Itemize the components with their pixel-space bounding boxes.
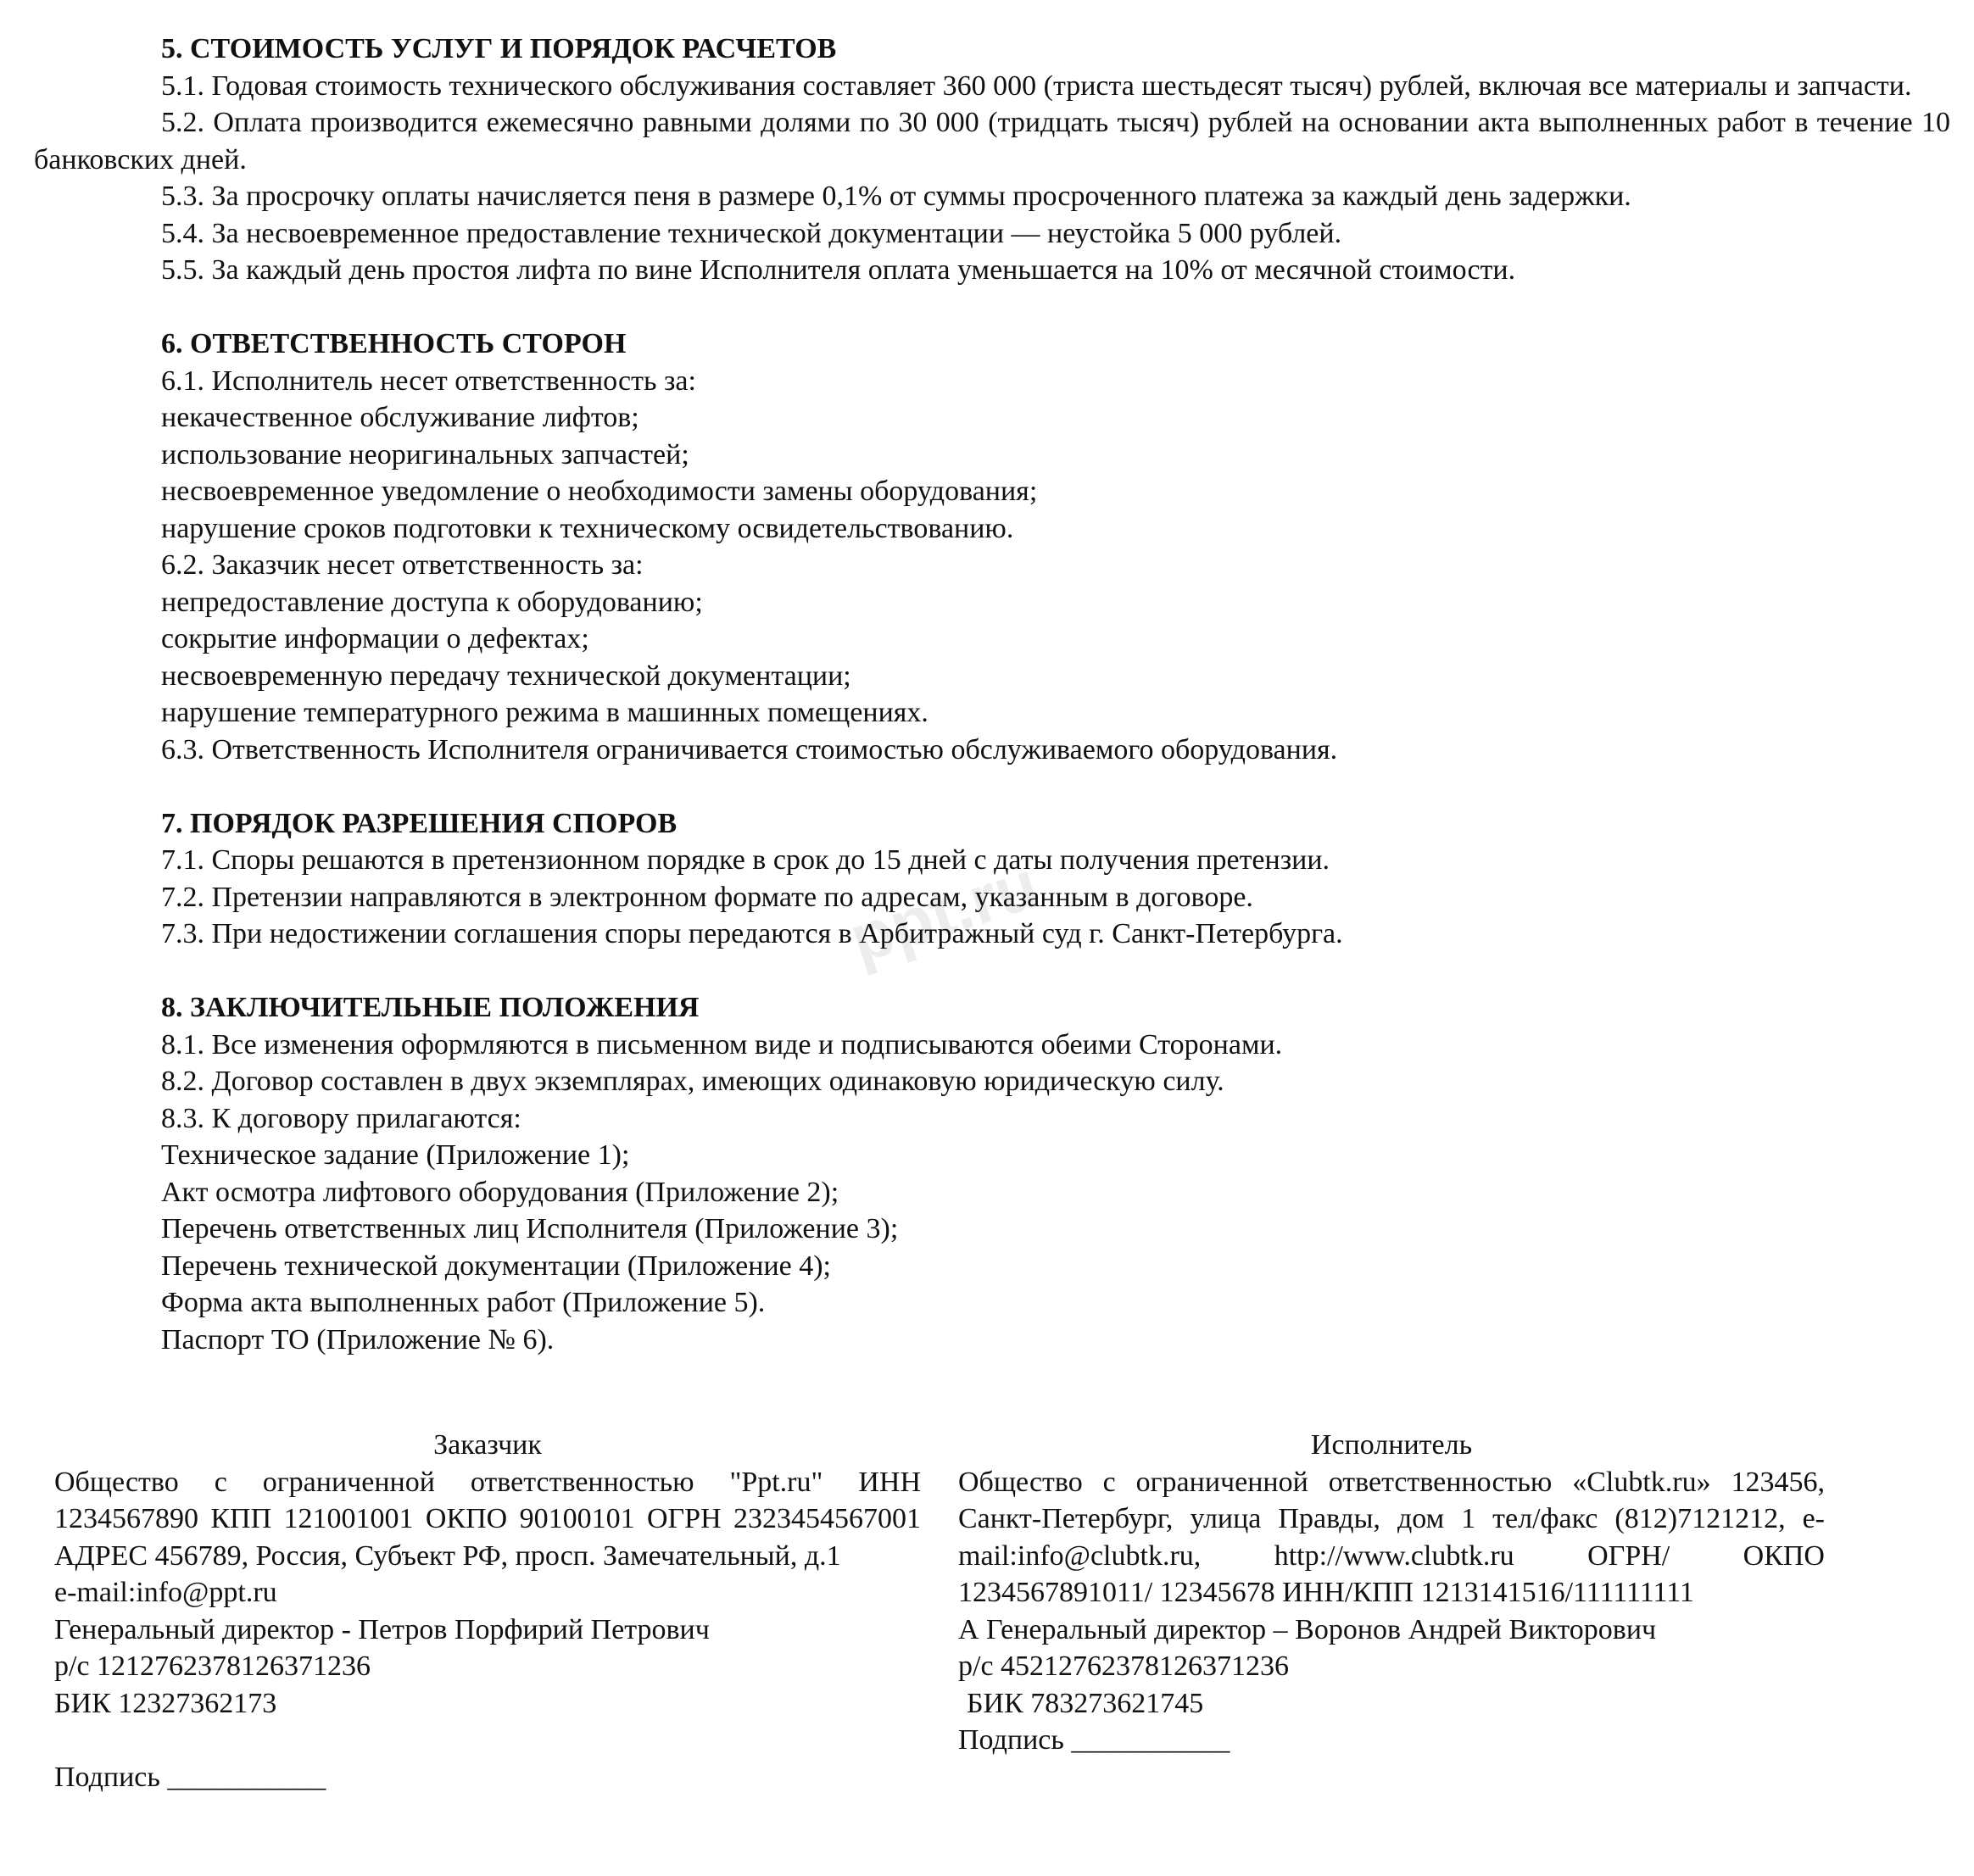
list-item: нарушение температурного режима в машинных помещениях.: [161, 697, 928, 728]
clause-5-4: 5.4. За несвоевременное предоставление технической документации — неустойка 5 000 рублей.: [161, 217, 1342, 249]
contractor-director: А Генеральный директор – Воронов Андрей Викторович: [958, 1613, 1657, 1645]
list-item: несвоевременное уведомление о необходимости замены оборудования;: [161, 476, 1038, 507]
clause-6-3: 6.3. Ответственность Исполнителя ограничивается стоимостью обслуживаемого оборудования.: [161, 733, 1338, 765]
list-item: Техническое задание (Приложение 1);: [161, 1139, 630, 1171]
watermark: ppt.ru: [840, 846, 1047, 977]
list-item: сокрытие информации о дефектах;: [161, 623, 589, 654]
list-item: нарушение сроков подготовки к техническому освидетельствованию.: [161, 512, 1014, 544]
customer-account: р/с 1212762378126371236: [54, 1651, 371, 1682]
customer-title: Заказчик: [433, 1429, 542, 1461]
customer-director: Генеральный директор - Петров Порфирий Петрович: [54, 1613, 710, 1645]
clause-6-2: 6.2. Заказчик несет ответственность за:: [161, 549, 644, 581]
section-8-title: 8. ЗАКЛЮЧИТЕЛЬНЫЕ ПОЛОЖЕНИЯ: [161, 992, 700, 1023]
clause-8-2: 8.2. Договор составлен в двух экземплярах, имеющих одинаковую юридическую силу.: [161, 1066, 1224, 1097]
clause-5-1: 5.1. Годовая стоимость технического обслуживания составляет 360 000 (триста шестьдесят тысяч) рублей, включая все материалы и запчасти.: [161, 70, 1912, 102]
contractor-title: Исполнитель: [1310, 1429, 1473, 1461]
clause-5-5: 5.5. За каждый день простоя лифта по вине Исполнителя оплата уменьшается на 10% от месячной стоимости.: [161, 254, 1516, 286]
list-item: несвоевременную передачу технической документации;: [161, 660, 851, 692]
contractor-details: [958, 1427, 1825, 1759]
clause-6-1: 6.1. Исполнитель несет ответственность за:: [161, 365, 696, 397]
section-6-title: 6. ОТВЕТСТВЕННОСТЬ СТОРОН: [161, 328, 627, 359]
list-item: Перечень ответственных лиц Исполнителя (Приложение 3);: [161, 1213, 899, 1244]
spacer: [54, 1722, 921, 1759]
clause-5-3: 5.3. За просрочку оплаты начисляется пеня в размере 0,1% от суммы просроченного платежа за каждый день задержки.: [161, 181, 1631, 212]
list-item: непредоставление доступа к оборудованию;: [161, 586, 703, 618]
contract-body: [34, 31, 1950, 1358]
spacer: [34, 768, 1950, 805]
section-5-title: 5. СТОИМОСТЬ УСЛУГ И ПОРЯДОК РАСЧЕТОВ: [161, 33, 837, 64]
customer-bik: БИК 12327362173: [54, 1687, 277, 1719]
list-item: Акт осмотра лифтового оборудования (Приложение 2);: [161, 1176, 839, 1208]
customer-details: [54, 1427, 921, 1795]
spacer: [34, 289, 1950, 326]
clause-7-3: 7.3. При недостижении соглашения споры передаются в Арбитражный суд г. Санкт-Петербурга.: [161, 918, 1343, 949]
clause-7-2: 7.2. Претензии направляются в электронном формате по адресам, указанным в договоре.: [161, 881, 1253, 913]
contractor-signature: Подпись ___________: [958, 1724, 1230, 1756]
customer-email: e-mail:info@ppt.ru: [54, 1577, 277, 1608]
spacer: [34, 953, 1950, 990]
contractor-account: р/с 45212762378126371236: [958, 1651, 1290, 1682]
list-item: Форма акта выполненных работ (Приложение 5).: [161, 1287, 766, 1318]
customer-org: Общество с ограниченной ответственностью "Ppt.ru" ИНН 1234567890 КПП 121001001 ОКПО 90100101 ОГРН 2323454567001 АДРЕС 456789, Россия, Субъект РФ, просп. Замечательный, д.1: [54, 1466, 921, 1572]
contractor-bik: БИК 783273621745: [967, 1687, 1204, 1719]
clause-8-3: 8.3. К договору прилагаются:: [161, 1102, 521, 1134]
contractor-org: Общество с ограниченной ответственностью «Clubtk.ru» 123456, Санкт-Петербург, улица Правды, дом 1 тел/факс (812)7121212, e-mail:info@clubtk.ru, http://www.clubtk.ru ОГРН/ ОКПО 1234567891011/ 12345678 ИНН/КПП 1213141516/111111111: [958, 1466, 1825, 1608]
list-item: использование неоригинальных запчастей;: [161, 438, 689, 470]
clause-8-1: 8.1. Все изменения оформляются в письменном виде и подписываются обеими Сторонами.: [161, 1028, 1283, 1060]
clause-5-2: 5.2. Оплата производится ежемесячно равными долями по 30 000 (тридцать тысяч) рублей на основании акта выполненных работ в течение 10 банковских дней.: [34, 107, 1950, 175]
section-7-title: 7. ПОРЯДОК РАЗРЕШЕНИЯ СПОРОВ: [161, 807, 678, 839]
list-item: Паспорт ТО (Приложение № 6).: [161, 1323, 555, 1356]
list-item: Перечень технической документации (Приложение 4);: [161, 1250, 832, 1282]
customer-signature: Подпись ___________: [54, 1761, 326, 1793]
list-item: некачественное обслуживание лифтов;: [161, 402, 639, 433]
clause-7-1: 7.1. Споры решаются в претензионном порядке в срок до 15 дней с даты получения претензии.: [161, 844, 1330, 876]
